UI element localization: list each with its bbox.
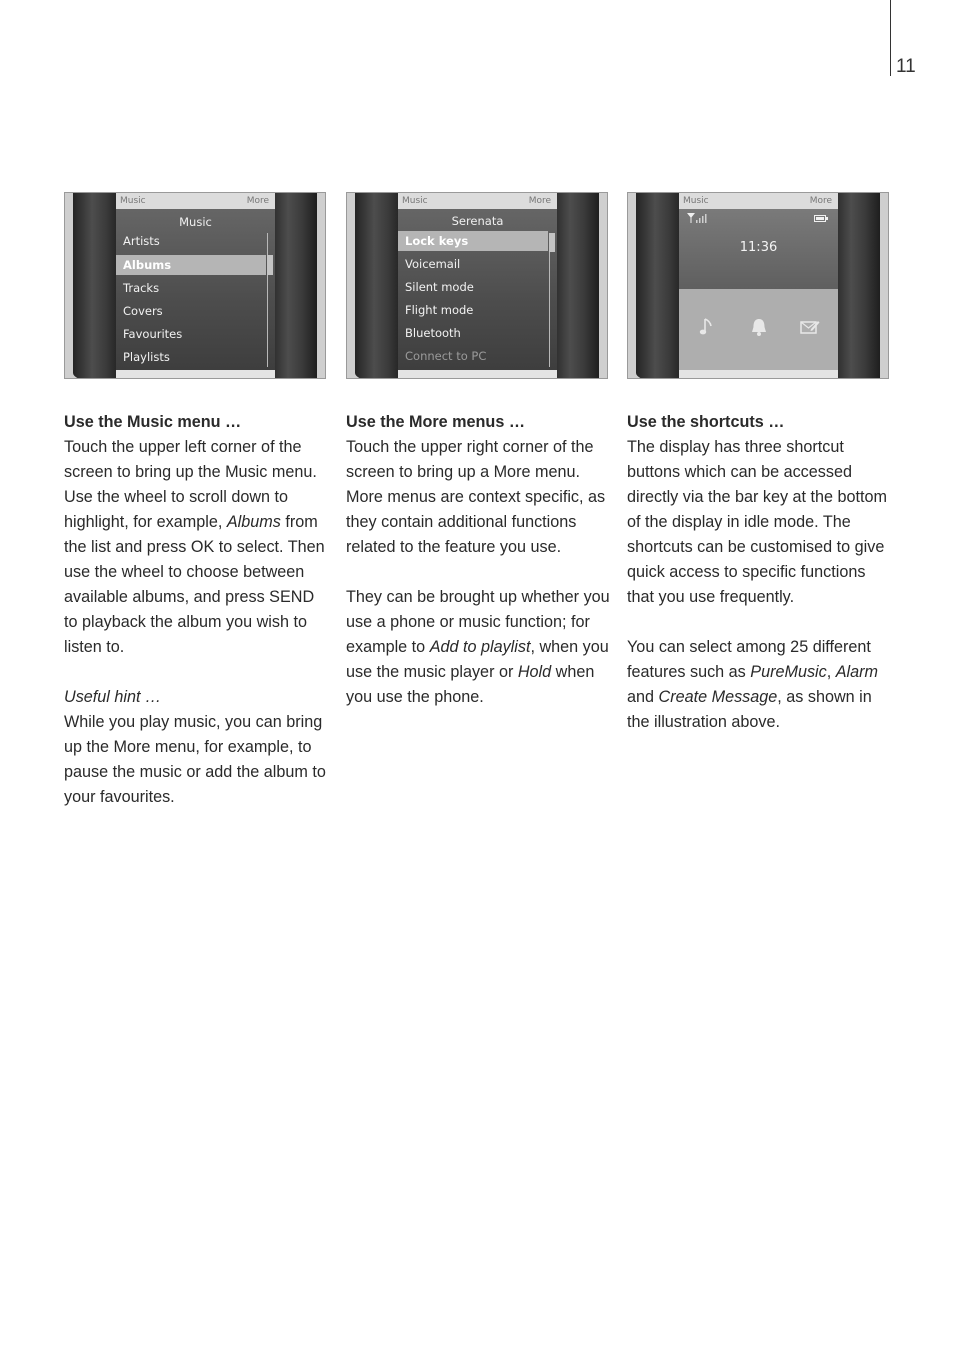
phone-bar-key — [116, 370, 275, 379]
idle-clock: 11:36 — [739, 240, 778, 255]
screen-title: Music — [179, 215, 212, 229]
menu-item-flight-mode[interactable]: Flight mode — [405, 303, 474, 317]
phone-screen — [679, 193, 838, 370]
body-paragraph: While you play music, you can bring up the More menu, for example, to pause the music or add the album to your favourites. — [64, 713, 326, 806]
status-more-label[interactable]: More — [246, 196, 269, 206]
menu-item-artists[interactable]: Artists — [123, 234, 160, 248]
body-paragraph: They can be brought up whether you use a phone or music function; for example to Add to playlist, when you use the music player or Hold when you use the phone. — [346, 588, 610, 706]
menu-item-albums[interactable]: Albums — [116, 255, 266, 275]
body-paragraph: Touch the upper left corner of the screen to bring up the Music menu. Use the wheel to scroll down to highlight, for example, Albums from the list and press OK to select. Then use the wheel to choose between available albums, and press SEND to playback the album you wish to listen to. — [64, 438, 325, 656]
scrollbar-track — [267, 233, 268, 367]
section-heading: Use the shortcuts … — [627, 413, 785, 431]
menu-item-covers[interactable]: Covers — [123, 304, 163, 318]
music-note-icon[interactable] — [699, 317, 715, 337]
menu-item-playlists[interactable]: Playlists — [123, 350, 170, 364]
create-message-icon[interactable] — [800, 319, 820, 335]
music-menu-illustration — [64, 192, 326, 379]
phone-screen — [116, 193, 275, 370]
menu-item-favourites[interactable]: Favourites — [123, 327, 183, 341]
status-bar — [116, 193, 275, 209]
body-paragraph: You can select among 25 different features such as PureMusic, Alarm and Create Message, as shown in the illustration above. — [627, 638, 879, 731]
status-bar — [398, 193, 557, 209]
scrollbar-thumb[interactable] — [549, 233, 555, 252]
phone-grip-left — [636, 192, 684, 379]
body-paragraph: Touch the upper right corner of the screen to bring up a More menu. More menus are context specific, as they contain additional functions related to the feature you use. — [346, 438, 606, 556]
status-more-label[interactable]: More — [528, 196, 551, 206]
menu-item-lock-keys[interactable]: Lock keys — [398, 231, 548, 251]
phone-grip-left — [73, 192, 121, 379]
page-number: 11 — [896, 56, 916, 77]
music-menu-section — [64, 410, 330, 810]
scrollbar-thumb[interactable] — [267, 255, 273, 275]
status-bar — [679, 193, 838, 209]
section-heading: Use the Music menu … — [64, 413, 242, 431]
phone-bar-key — [398, 370, 557, 379]
screen-title: Serenata — [451, 214, 504, 228]
body-paragraph: The display has three shortcut buttons which can be accessed directly via the bar key at the bottom of the display in idle mode. The shortcuts can be customised to give quick access to specific functions that you use frequently. — [627, 438, 888, 606]
phone-grip-left — [355, 192, 403, 379]
shortcuts-section — [627, 410, 893, 735]
phone-grip-right — [832, 192, 880, 379]
more-menus-section — [346, 410, 612, 710]
shortcuts-illustration — [627, 192, 889, 379]
alarm-bell-icon[interactable] — [750, 317, 768, 337]
phone-screen — [398, 193, 557, 370]
status-music-label[interactable]: Music — [120, 196, 146, 206]
phone-grip-right — [269, 192, 317, 379]
menu-item-voicemail[interactable]: Voicemail — [405, 257, 461, 271]
status-music-label[interactable]: Music — [683, 196, 709, 206]
signal-strength-icon — [687, 213, 707, 223]
menu-item-connect-to-pc[interactable]: Connect to PC — [405, 349, 487, 363]
phone-bar-key — [679, 370, 838, 379]
section-heading: Use the More menus … — [346, 413, 526, 431]
status-music-label[interactable]: Music — [402, 196, 428, 206]
more-menu-illustration — [346, 192, 608, 379]
menu-item-bluetooth[interactable]: Bluetooth — [405, 326, 461, 340]
page-rule — [890, 0, 891, 76]
status-more-label[interactable]: More — [809, 196, 832, 206]
scrollbar-track — [549, 233, 550, 367]
menu-item-tracks[interactable]: Tracks — [123, 281, 160, 295]
hint-heading: Useful hint … — [64, 688, 162, 706]
battery-icon — [814, 215, 828, 222]
menu-item-silent-mode[interactable]: Silent mode — [405, 280, 474, 294]
phone-grip-right — [551, 192, 599, 379]
